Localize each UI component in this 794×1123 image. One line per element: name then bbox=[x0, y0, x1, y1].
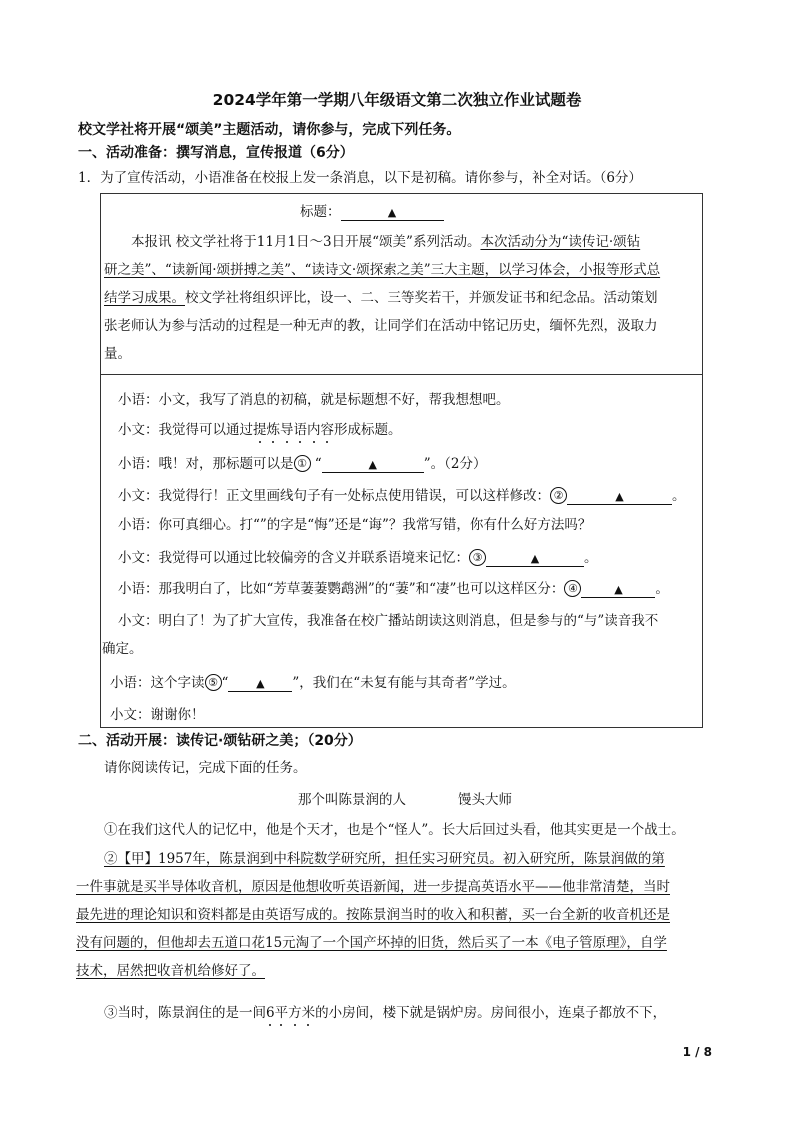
question-1: 1．为了宣传活动，小语准备在校报上发一条消息，以下是初稿。请你参与，补全对话。（6分） bbox=[78, 170, 642, 186]
dotted-emphasis bbox=[253, 422, 334, 438]
answer-blank-5[interactable] bbox=[228, 677, 292, 692]
intro-line: 校文学社将开展“颂美”主题活动，请你参与，完成下列任务。 bbox=[78, 122, 461, 138]
emphasis-char: 导 bbox=[280, 422, 294, 438]
dialog-line-2: 小文：我觉得可以通过提炼导语内容形成标题。 bbox=[118, 422, 402, 438]
emphasis-char: 容 bbox=[320, 422, 334, 438]
answer-blank-3[interactable] bbox=[486, 552, 584, 567]
p2-line-2: 一件事就是买半导体收音机，原因是他想收听英语新闻，进一步提高英语水平——他非常清楚，当时 bbox=[76, 879, 670, 895]
p2-line-3: 最先进的理论知识和资料都是由英语写成的。按陈景润当时的收入和积蓄，买一台全新的收音机还是 bbox=[76, 907, 670, 923]
answer-blank-4[interactable] bbox=[581, 583, 655, 598]
blank-triangle-icon: ▲ bbox=[368, 458, 377, 471]
article-paragraph-3: ③当时，陈景润住的是一间6平方米的小房间，楼下就是锅炉房。房间很小，连桌子都放不下， bbox=[104, 1005, 667, 1021]
answer-blank-2[interactable] bbox=[567, 490, 672, 505]
article-title: 那个叫陈景润的人 bbox=[298, 792, 406, 808]
answer-blank-1[interactable] bbox=[322, 458, 424, 473]
circled-number-4: ④ bbox=[564, 580, 581, 597]
emphasis-char: 内 bbox=[307, 422, 321, 438]
dialog-line-8b: 确定。 bbox=[102, 641, 143, 657]
emphasis-char: 米 bbox=[301, 1005, 316, 1021]
news-title-line bbox=[300, 200, 444, 221]
dialog-line-4: 小文：我觉得行！正文里画线句子有一处标点使用错误，可以这样修改： ② ▲ 。 bbox=[118, 488, 686, 504]
news-title-label: 标题： bbox=[300, 204, 341, 220]
circled-number-3: ③ bbox=[469, 549, 486, 566]
blank-triangle-icon: ▲ bbox=[256, 677, 265, 690]
p2-line-1: ②【甲】1957年，陈景润到中科院数学研究所，担任实习研究员。初入研究所，陈景润做的第 bbox=[104, 851, 665, 867]
news-line-3: 结学习成果。校文学社将组织评比，设一、二、三等奖若干，并颁发证书和纪念品。活动策划 bbox=[104, 290, 658, 306]
section2-instruction: 请你阅读传记，完成下面的任务。 bbox=[104, 760, 307, 776]
news-title-blank[interactable] bbox=[341, 206, 444, 221]
news-line-2: 研之美”、“读新闻·颂拼搏之美”、“读诗文·颂探索之美”三大主题，以学习体会，小报等形式总 bbox=[104, 262, 661, 278]
circled-number-5: ⑤ bbox=[205, 674, 222, 691]
dialog-line-7: 小语：那我明白了，比如“芳草萋萋鹦鹉洲”的“萋”和“凄”也可以这样区分： ④ ▲ 。 bbox=[118, 581, 669, 597]
blank-triangle-icon: ▲ bbox=[530, 552, 540, 565]
page-title: 2024学年第一学期八年级语文第二次独立作业试题卷 bbox=[212, 91, 582, 109]
p2-line-4: 没有问题的，但他却去五道口花15元淘了一个国产坏掉的旧货，然后买了一本《电子管原理》，自学 bbox=[76, 935, 667, 951]
dialog-line-5: 小语：你可真细心。打“”的字是“悔”还是“诲”？我常写错，你有什么好方法吗？ bbox=[118, 517, 592, 533]
dialog-line-3: 小语：哦！对，那标题可以是 ① “ ▲ ”。（2分） bbox=[118, 456, 487, 472]
emphasis-char: 平 bbox=[274, 1005, 289, 1021]
emphasis-char: 6 bbox=[266, 1005, 275, 1021]
underlined-sentence: 本次活动分为“读传记·颂钻 bbox=[480, 234, 641, 250]
emphasis-char: 炼 bbox=[266, 422, 280, 438]
blank-triangle-icon: ▲ bbox=[387, 206, 397, 219]
news-line-5: 量。 bbox=[104, 346, 131, 362]
page-number: 1 / 8 bbox=[682, 1045, 712, 1059]
p2-line-5: 技术，居然把收音机给修好了。 bbox=[76, 963, 265, 979]
dialog-line-6: 小文：我觉得可以通过比较偏旁的含义并联系语境来记忆： ③ ▲ 。 bbox=[118, 550, 598, 566]
emphasis-char: 方 bbox=[288, 1005, 302, 1021]
circled-number-2: ② bbox=[550, 487, 567, 504]
news-line-1: 本报讯 校文学社将于11月1日～3日开展“颂美”系列活动。本次活动分为“读传记·颂钻 bbox=[131, 234, 641, 250]
dialog-line-10: 小文：谢谢你！ bbox=[110, 707, 205, 723]
blank-triangle-icon: ▲ bbox=[614, 583, 623, 596]
article-paragraph-1: ①在我们这代人的记忆中，他是个天才，也是个“怪人”。长大后回过头看，他其实更是一个战士。 bbox=[104, 822, 685, 838]
dialog-line-1: 小语：小文，我写了消息的初稿，就是标题想不好，帮我想想吧。 bbox=[118, 392, 510, 408]
section1-heading: 一、活动准备：撰写消息，宣传报道（6分） bbox=[78, 145, 354, 161]
news-line-4: 张老师认为参与活动的过程是一种无声的教，让同学们在活动中铭记历史，缅怀先烈，汲取力 bbox=[104, 318, 658, 334]
dialog-line-9: 小语：这个字读 ⑤ “ ▲ ”，我们在“未复有能与其奇者”学过。 bbox=[110, 675, 516, 691]
dialog-line-8a: 小文：明白了！为了扩大宣传，我准备在校广播站朗读这则消息，但是参与的“与”读音我不 bbox=[118, 613, 659, 629]
news-body bbox=[104, 228, 700, 368]
circled-number-1: ① bbox=[294, 455, 311, 472]
emphasis-char: 提 bbox=[253, 422, 267, 438]
dotted-emphasis bbox=[266, 1005, 315, 1021]
article-author: 馒头大师 bbox=[458, 792, 512, 808]
blank-triangle-icon: ▲ bbox=[615, 490, 624, 503]
emphasis-char: 语 bbox=[293, 422, 307, 438]
section2-heading: 二、活动开展：读传记·颂钻研之美；（20分） bbox=[78, 733, 362, 749]
article-paragraph-2 bbox=[76, 845, 726, 985]
